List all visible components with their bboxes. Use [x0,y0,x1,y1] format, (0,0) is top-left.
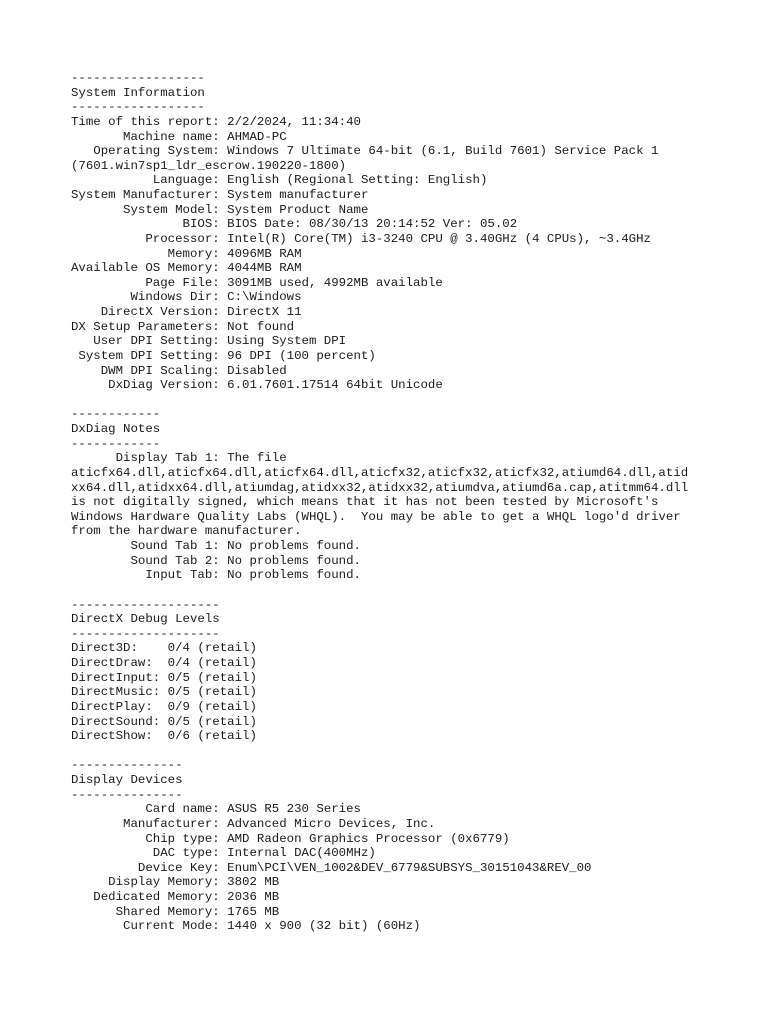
report-line: (7601.win7sp1_ldr_escrow.190220-1800) [71,158,347,173]
report-line: ------------------ [71,100,205,115]
report-line: DAC type: Internal DAC(400MHz) [71,846,376,861]
report-line: --------------- [71,787,183,802]
report-line: -------------------- [71,597,220,612]
report-line: Dedicated Memory: 2036 MB [71,890,280,904]
report-line: Sound Tab 1: No problems found. [71,539,361,553]
report-line: -------------------- [71,626,220,641]
report-line: System Information [71,85,205,100]
report-line: BIOS: BIOS Date: 08/30/13 20:14:52 Ver: 05.02 [71,217,518,232]
report-line: User DPI Setting: Using System DPI [71,334,347,349]
report-line: Display Tab 1: The file [71,451,287,466]
report-line: DirectSound: 0/5 (retail) [71,714,257,729]
report-line: DirectX Version: DirectX 11 [71,305,302,319]
report-line: DX Setup Parameters: Not found [71,319,295,334]
report-line: Chip type: AMD Radeon Graphics Processor (0x6779) [71,831,510,846]
report-line: Time of this report: 2/2/2024, 11:34:40 [71,114,361,129]
report-line: System Model: System Product Name [71,202,369,217]
report-line: --------------- [71,758,183,773]
report-line: DirectDraw: 0/4 (retail) [71,656,257,670]
report-line: DirectPlay: 0/9 (retail) [71,699,257,714]
report-line: System Manufacturer: System manufacturer [71,188,369,202]
report-line: Input Tab: No problems found. [71,568,361,583]
report-line: Machine name: AHMAD-PC [71,129,287,144]
report-line: Language: English (Regional Setting: English) [71,173,488,188]
report-line: Display Devices [71,773,183,787]
report-line: from the hardware manufacturer. [71,524,302,539]
report-line: Shared Memory: 1765 MB [71,904,280,919]
report-line: Processor: Intel(R) Core(TM) i3-3240 CPU @ 3.40GHz (4 CPUs), ~3.4GHz [71,231,651,246]
report-line: Current Mode: 1440 x 900 (32 bit) (60Hz) [71,919,421,934]
report-line: DxDiag Notes [71,422,161,436]
report-line: Manufacturer: Advanced Micro Devices, Inc. [71,816,436,831]
report-line: DWM DPI Scaling: Disabled [71,363,287,378]
report-line [71,744,688,759]
report-line: DirectMusic: 0/5 (retail) [71,685,257,700]
report-line: DirectShow: 0/6 (retail) [71,729,257,744]
report-line: ------------ [71,436,161,451]
report-line: Operating System: Windows 7 Ultimate 64-bit (6.1, Build 7601) Service Pack 1 [71,144,659,159]
report-line: System DPI Setting: 96 DPI (100 percent) [71,348,376,363]
report-line: Windows Dir: C:\Windows [71,290,302,305]
dxdiag-report [71,71,688,934]
report-line: Sound Tab 2: No problems found. [71,553,361,568]
report-line: aticfx64.dll,aticfx64.dll,aticfx64.dll,aticfx32,aticfx32,aticfx32,atiumd64.dll,atid [71,465,689,480]
report-line: Available OS Memory: 4044MB RAM [71,261,302,276]
report-line: Memory: 4096MB RAM [71,246,302,261]
report-line: Device Key: Enum\PCI\VEN_1002&DEV_6779&SUBSYS_30151043&REV_00 [71,860,592,875]
report-line: is not digitally signed, which means that it has not been tested by Microsoft's [71,495,659,510]
report-line: xx64.dll,atidxx64.dll,atiumdag,atidxx32,atidxx32,atiumdva,atiumd6a.cap,atitmm64.dll [71,480,689,495]
report-line: ------------ [71,407,161,422]
report-line: DxDiag Version: 6.01.7601.17514 64bit Unicode [71,378,443,393]
report-line [71,393,688,408]
report-line: Page File: 3091MB used, 4992MB available [71,275,443,290]
report-line: Direct3D: 0/4 (retail) [71,641,257,656]
report-line: DirectInput: 0/5 (retail) [71,670,257,685]
report-line: Card name: ASUS R5 230 Series [71,802,361,817]
report-line [71,583,688,598]
report-line: ------------------ [71,71,205,85]
report-line: Display Memory: 3802 MB [71,875,280,890]
report-line: Windows Hardware Quality Labs (WHQL). You may be able to get a WHQL logo'd driver [71,509,681,524]
report-line: DirectX Debug Levels [71,612,220,627]
